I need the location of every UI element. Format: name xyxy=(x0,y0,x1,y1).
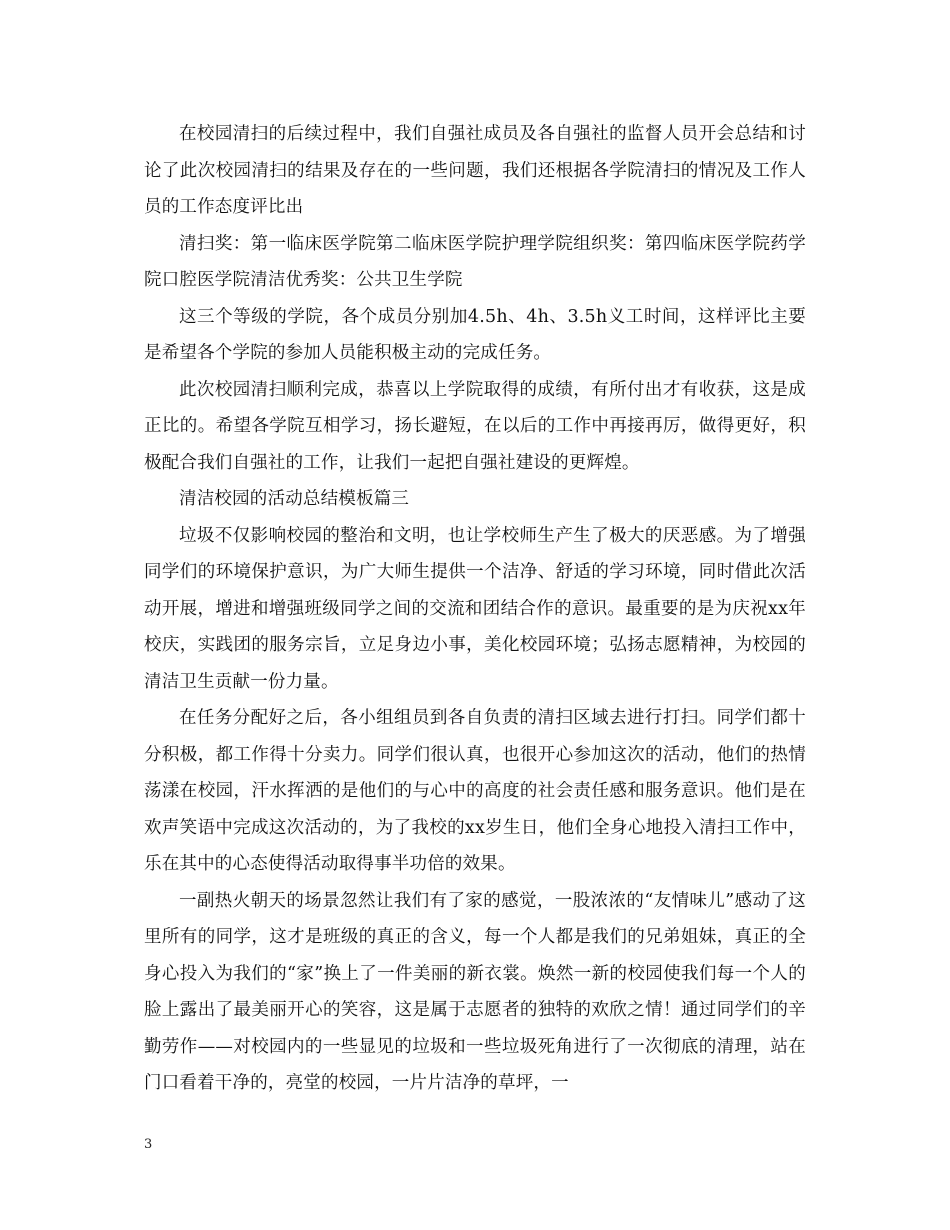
section-heading: 清洁校园的活动总结模板篇三 xyxy=(179,489,410,509)
paragraph-congratulations: 此次校园清扫顺利完成，恭喜以上学院取得的成绩，有所付出才有收获，这是成正比的。希望各学院互相学习，扬长避短，在以后的工作中再接再厉，做得更好，积极配合我们自强社的工作，让我们一起把自强社建设的更辉煌。 xyxy=(144,379,806,473)
page-number: 3 xyxy=(144,1137,153,1152)
paragraph-volunteer-hours: 这三个等级的学院，各个成员分别加4.5h、4h、3.5h义工时间，这样评比主要是希望各个学院的参加人员能积极主动的完成任务。 xyxy=(144,306,806,363)
paragraph-award-list: 清扫奖：第一临床医学院第二临床医学院护理学院组织奖：第四临床医学院药学院口腔医学院清洁优秀奖：公共卫生学院 xyxy=(144,233,806,290)
paragraph-review-meeting: 在校园清扫的后续过程中，我们自强社成员及各自强社的监督人员开会总结和讨论了此次校园清扫的结果及存在的一些问题，我们还根据各学院清扫的情况及工作人员的工作态度评比出 xyxy=(144,124,806,217)
document-body xyxy=(144,116,806,1102)
paragraph-family-feeling: 一副热火朝天的场景忽然让我们有了家的感觉，一股浓浓的“友情味儿”感动了这里所有的同学，这才是班级的真正的含义，每一个人都是我们的兄弟姐妹，真正的全身心投入为我们的“家”换上了一件美丽的新衣裳。焕然一新的校园使我们每一个人的脸上露出了最美丽开心的笑容，这是属于志愿者的独特的欢欣之情！通过同学们的辛勤劳作——对校园内的一些显见的垃圾和一些垃圾死角进行了一次彻底的清理，站在门口看着干净的，亮堂的校园，一片片洁净的草坪，一 xyxy=(144,890,806,1093)
paragraph-purpose: 垃圾不仅影响校园的整治和文明，也让学校师生产生了极大的厌恶感。为了增强同学们的环境保护意识，为广大师生提供一个洁净、舒适的学习环境，同时借此次活动开展，增进和增强班级同学之间的交流和团结合作的意识。最重要的是为庆祝xx年校庆，实践团的服务宗旨，立足身边小事，美化校园环境；弘扬志愿精神，为校园的清洁卫生贡献一份力量。 xyxy=(144,525,806,692)
paragraph-task-assignment: 在任务分配好之后，各小组组员到各自负责的清扫区域去进行打扫。同学们都十分积极，都工作得十分卖力。同学们很认真，也很开心参加这次的活动，他们的热情荡漾在校园，汗水挥洒的是他们的与心中的高度的社会责任感和服务意识。他们是在欢声笑语中完成这次活动的，为了我校的xx岁生日，他们全身心地投入清扫工作中，乐在其中的心态使得活动取得事半功倍的效果。 xyxy=(144,708,806,874)
